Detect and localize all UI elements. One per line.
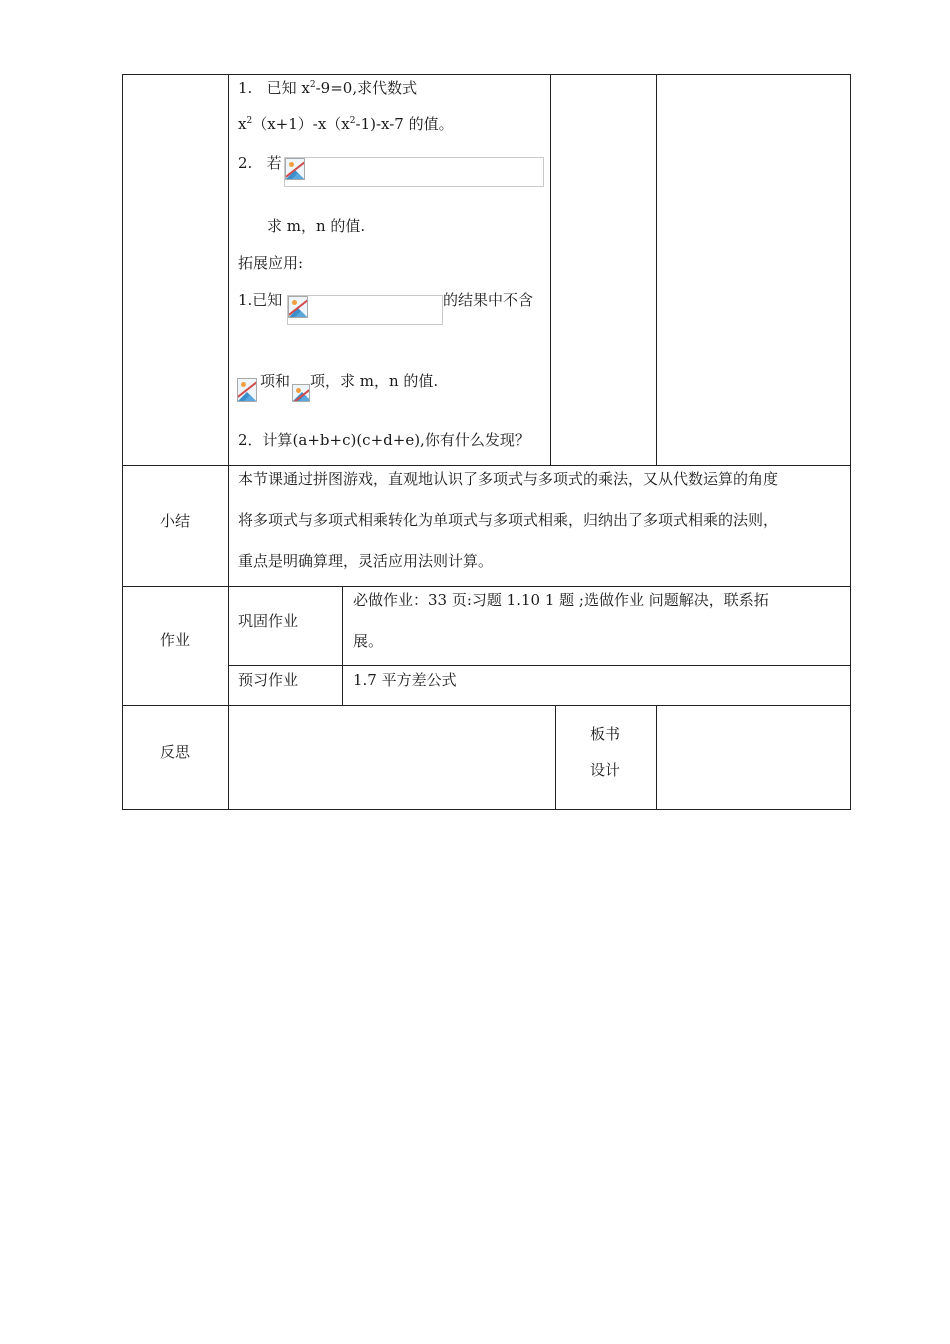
extension-q2: 2．计算(a+b+c)(c+d+e),你有什么发现？ [238, 431, 530, 449]
broken-image-icon [285, 158, 305, 180]
summary-label: 小结 [160, 512, 191, 530]
homework-consolidate-line-1: 必做作业：33 页:习题 1.10 1 题 ;选做作业 问题解决，联系拓 [353, 591, 769, 609]
practice-q1-text: 已知 x [266, 79, 310, 97]
homework-preview-text: 1.7 平方差公式 [353, 671, 457, 689]
col-divider-main [228, 74, 229, 810]
extension-q1-term-end: 项，求 m，n 的值. [310, 372, 439, 390]
reflection-label: 反思 [160, 743, 191, 761]
col-divider-homework [342, 586, 343, 706]
extension-q1-suffix: 的结果中不含 [443, 291, 534, 309]
practice-q1-text-end: -9=0,求代数式 [315, 79, 418, 97]
row-divider-reflection [122, 705, 851, 706]
summary-line-3: 重点是明确算理，灵活应用法则计算。 [238, 552, 494, 570]
row-divider-summary [122, 465, 851, 466]
col-divider-reflection-b [656, 705, 657, 810]
summary-line-2: 将多项式与多项式相乘转化为单项式与多项式相乘，归纳出了多项式相乘的法则， [238, 511, 779, 529]
practice-q1-number: 1. [238, 79, 253, 97]
homework-label: 作业 [160, 631, 191, 649]
homework-consolidate-line-2: 展。 [353, 632, 384, 650]
practice-q1 [238, 78, 417, 98]
broken-image-icon [292, 384, 310, 402]
col-divider-top-b [656, 74, 657, 466]
summary-line-1: 本节课通过拼图游戏，直观地认识了多项式与多项式的乘法，又从代数运算的角度 [238, 470, 779, 488]
practice-q2-number: 2. [238, 154, 253, 172]
extension-q1-expression-image [287, 295, 443, 325]
table-border-top [122, 74, 851, 75]
board-design-label-2: 设计 [590, 761, 621, 779]
extension-q1-term-and: 项和 [260, 372, 291, 390]
col-divider-top-a [550, 74, 551, 466]
row-divider-preview [228, 665, 851, 666]
extension-q1-prefix: 1.已知 [238, 291, 283, 309]
practice-q2-equation-image [284, 157, 544, 187]
broken-image-icon [237, 378, 257, 402]
row-divider-homework [122, 586, 851, 587]
broken-image-icon [288, 296, 308, 318]
practice-q1-expression: $x^2(x+1)-x(x^2-1)-x-7$ 的值。 [238, 115, 454, 133]
extension-heading: 拓展应用: [238, 254, 304, 272]
practice-q1-sup: 2 [309, 80, 316, 90]
homework-consolidate-label: 巩固作业 [238, 612, 299, 630]
practice-q2-ask: 求 m，n 的值. [267, 217, 366, 235]
table-border-bottom [122, 809, 851, 810]
col-divider-reflection-a [555, 705, 556, 810]
practice-q2-text: 若 [266, 154, 282, 172]
board-design-label-1: 板书 [590, 725, 621, 743]
practice-q2 [238, 153, 282, 173]
homework-preview-label: 预习作业 [238, 671, 299, 689]
table-border-left [122, 74, 123, 810]
table-border-right [850, 74, 851, 810]
